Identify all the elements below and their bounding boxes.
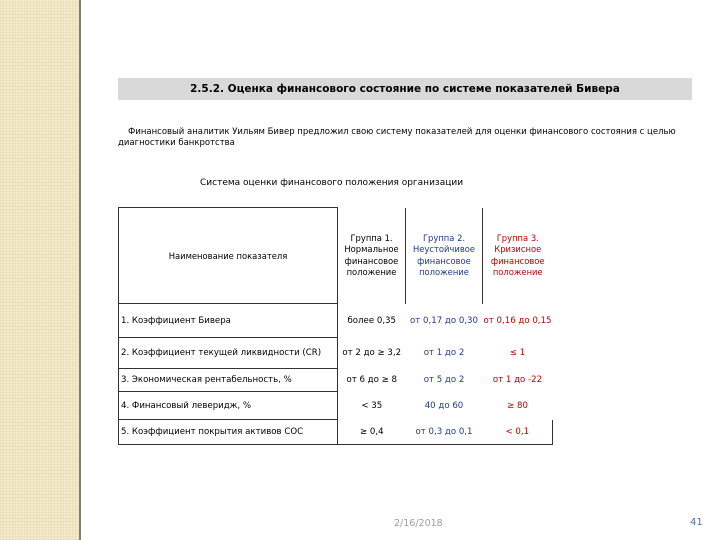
intro-paragraph: Финансовый аналитик Уильям Бивер предложил свою систему показателей для оценки финансового состояния с целью диагностики банкротства	[118, 127, 676, 148]
row-indicator-name: 4. Финансовый леверидж, %	[119, 392, 338, 420]
table-row	[119, 420, 553, 445]
row-group-3-value: ≥ 80	[507, 400, 528, 411]
table-row	[119, 338, 553, 369]
row-group-2-value: от 0,3 до 0,1	[406, 420, 483, 445]
decorative-sidebar	[0, 0, 79, 540]
row-indicator-name: 2. Коэффициент текущей ликвидности (CR)	[119, 338, 338, 369]
header-group-1: Группа 1. Нормальное финансовое положение	[338, 208, 406, 304]
row-indicator-name: 5. Коэффициент покрытия активов СОС	[119, 420, 338, 445]
row-group-1-value: < 35	[338, 392, 406, 420]
row-indicator-name: 1. Коэффициент Бивера	[119, 304, 338, 338]
row-group-1-value: от 6 до ≥ 8	[338, 369, 406, 392]
beaver-indicators-table	[118, 207, 553, 445]
page-number: 41	[690, 517, 703, 528]
table-row	[119, 369, 553, 392]
header-indicator-name: Наименование показателя	[119, 208, 338, 304]
row-group-2-value: от 0,17 до 0,30	[410, 315, 478, 326]
header-group-3: Группа 3. Кризисное финансовое положение	[490, 232, 545, 277]
row-group-2-value: от 5 до 2	[423, 375, 465, 385]
row-group-1-value: ≥ 0,4	[338, 420, 406, 445]
row-group-3-value: от 1 до -22	[492, 375, 543, 385]
row-group-2-value: 40 до 60	[424, 400, 464, 411]
slide-title-text: 2.5.2. Оценка финансового состояние по системе показателей Бивера	[190, 83, 620, 95]
table-row	[119, 304, 553, 338]
row-group-2-value: от 1 до 2	[423, 348, 465, 358]
header-group-2: Группа 2. Неустойчивое финансовое положение	[406, 208, 483, 304]
table-title: Система оценки финансового положения организации	[200, 178, 464, 188]
row-group-3-value: < 0,1	[483, 420, 553, 445]
row-group-1-value: от 2 до ≥ 3,2	[338, 338, 406, 369]
sidebar-divider	[79, 0, 81, 540]
row-group-3-value: от 0,16 до 0,15	[483, 315, 552, 326]
table-header-row	[119, 208, 553, 304]
row-group-1-value: более 0,35	[338, 304, 406, 338]
table-row	[119, 392, 553, 420]
row-group-3-value: ≤ 1	[509, 348, 526, 358]
slide-title	[118, 78, 692, 100]
footer-date: 2/16/2018	[394, 518, 443, 529]
row-indicator-name: 3. Экономическая рентабельность, %	[119, 369, 338, 392]
